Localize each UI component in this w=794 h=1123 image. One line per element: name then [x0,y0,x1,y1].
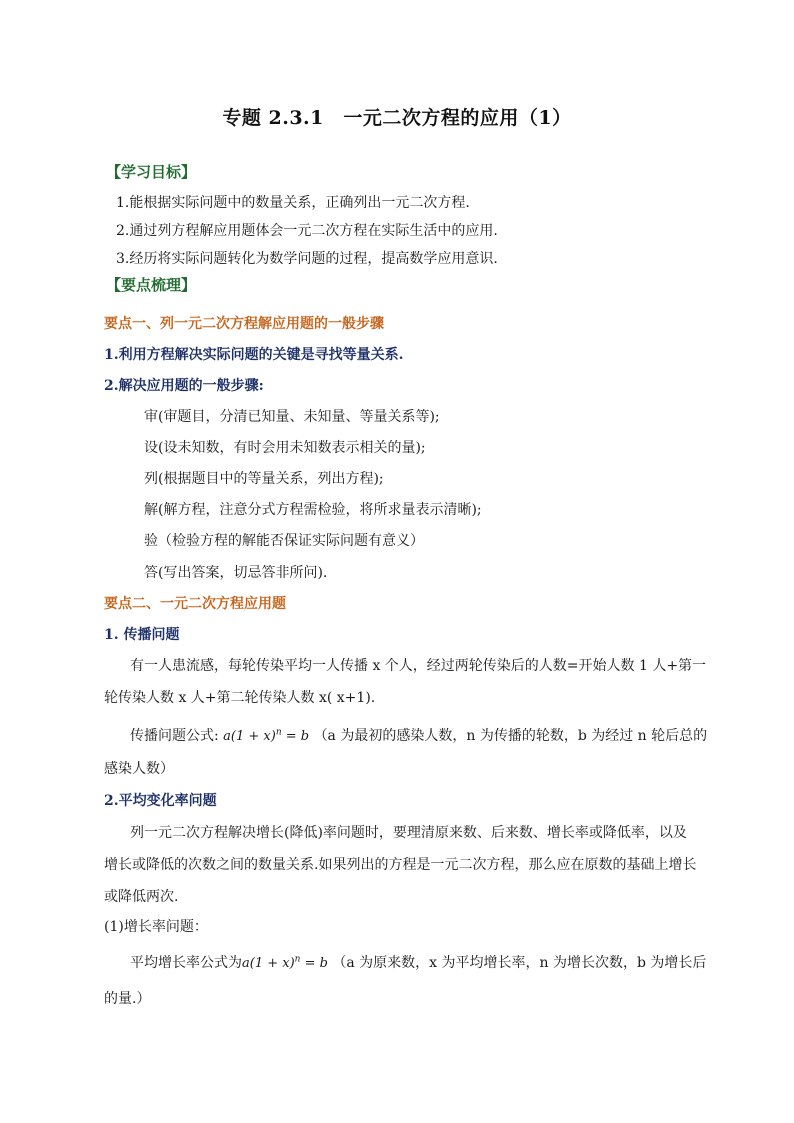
section-2-formula-note-line: 的量.） [104,991,151,1007]
formula-label: 平均增长率公式为 [130,955,242,971]
formula-label: 传播问题公式: [130,728,219,744]
section-2-title: 2.平均变化率问题 [104,793,217,809]
section-1-para-line: 轮传染人数 x 人+第二轮传染人数 x( x+1). [104,690,376,706]
formula-math: a(1 + x) [223,729,276,744]
section-1-formula-line [130,725,707,745]
formula-rhs: = b [300,956,328,971]
section-1-formula-note-line: 感染人数） [104,761,174,777]
formula-note: （a 为最初的感染人数，n 为传播的轮数，b 为经过 n 轮后总的 [313,728,708,744]
formula-note: （a 为原来数，x 为平均增长率，n 为增长次数，b 为增长后 [332,955,707,971]
keypoint-1-title: 要点一、列一元二次方程解应用题的一般步骤 [104,316,384,332]
formula-rhs: = b [281,729,310,744]
page-title: 专题 2.3.1 一元二次方程的应用（1） [222,107,572,129]
step-item: 审(审题目，分清已知量、未知量、等量关系等); [144,409,440,425]
keypoint-2-title: 要点二、一元二次方程应用题 [104,596,286,612]
objectives-heading: 【学习目标】 [106,163,197,181]
step-item: 列(根据题目中的等量关系，列出方程); [144,471,384,487]
formula-exponent: n [294,954,301,965]
section-2-formula-line [130,952,706,972]
objective-item: 3.经历将实际问题转化为数学问题的过程，提高数学应用意识. [116,251,498,267]
section-2-para-line: 或降低两次. [104,889,179,905]
objective-item: 1.能根据实际问题中的数量关系，正确列出一元二次方程. [116,195,470,211]
formula-math: a(1 + x) [242,956,295,971]
section-1-para-line: 有一人患流感，每轮传染平均一人传播 x 个人，经过两轮传染后的人数=开始人数 1 人+第一 [130,658,707,674]
section-2-para-line: 列一元二次方程解决增长(降低)率问题时，要理清原来数、后来数、增长率或降低率，以及 [130,825,687,841]
step-item: 解(解方程，注意分式方程需检验，将所求量表示清晰); [144,502,482,518]
section-1-title: 1. 传播问题 [104,627,180,643]
step-item: 设(设未知数，有时会用未知数表示相关的量); [144,440,426,456]
keypoint-1-item-1: 1.利用方程解决实际问题的关键是寻找等量关系. [104,347,404,363]
step-item: 答(写出答案，切忌答非所问). [144,565,328,581]
section-2-sub-1: (1)增长率问题： [104,919,208,935]
objective-item: 2.通过列方程解应用题体会一元二次方程在实际生活中的应用. [116,223,498,239]
keypoints-heading: 【要点梳理】 [106,276,197,294]
keypoint-1-item-2: 2.解决应用题的一般步骤: [104,378,264,394]
formula-exponent: n [275,727,282,738]
step-item: 验（检验方程的解能否保证实际问题有意义） [144,533,424,549]
section-2-para-line: 增长或降低的次数之间的数量关系.如果列出的方程是一元二次方程，那么应在原数的基础上增长 [104,857,697,873]
